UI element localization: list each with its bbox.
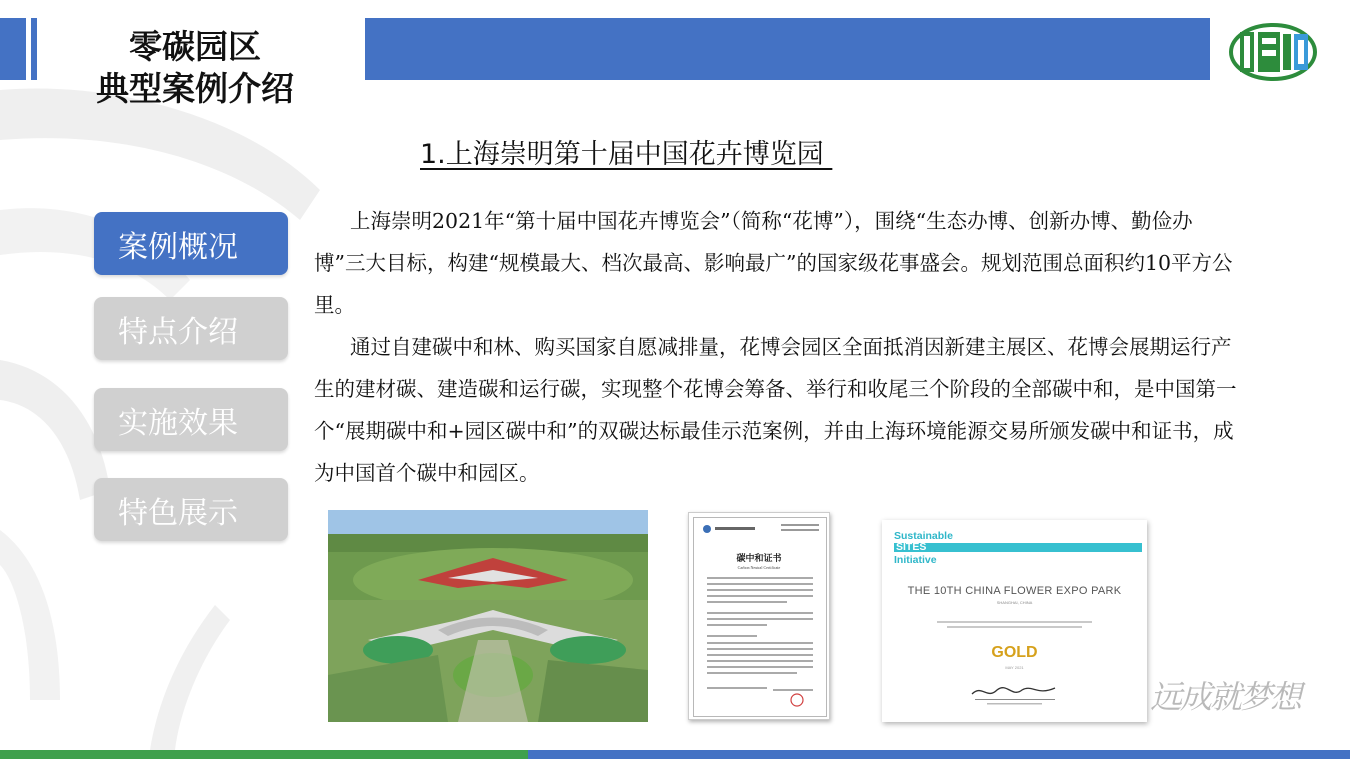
signature-icon: [967, 680, 1062, 710]
nav-item-showcase[interactable]: [94, 478, 288, 541]
section-title-line1: 零碳园区: [129, 27, 261, 66]
nav-item-case-overview[interactable]: [94, 212, 288, 275]
header-band: [365, 18, 1210, 80]
certificate-frame-icon: [693, 517, 827, 717]
nav-item-features[interactable]: [94, 297, 288, 360]
description-paragraph-1: 上海崇明2021年“第十届中国花卉博览会”（简称“花博”），围绕“生态办博、创新办博、勤俭办博”三大目标，构建“规模最大、档次最高、影响最广”的国家级花事盛会。规划范围总面积约10平方公里。: [314, 209, 1233, 317]
footer-green-bar: [0, 750, 528, 759]
sites-gold-certificate: [882, 520, 1147, 722]
sites-band: [894, 543, 1142, 552]
footer-blue-bar: [528, 750, 1350, 759]
certificate-title: 碳中和证书: [736, 554, 782, 564]
section-title-line2: 典型案例介绍: [96, 69, 294, 108]
sites-city: SHANGHAI, CHINA: [996, 600, 1033, 605]
case-description: [314, 200, 1244, 494]
description-paragraph-2: 通过自建碳中和林、购买国家自愿减排量，花博会园区全面抵消因新建主展区、花博会展期运行产生的建材碳、建造碳和运行碳，实现整个花博会筹备、举行和收尾三个阶段的全部碳中和，是中国第一个“展期碳中和+园区碳中和”的双碳达标最佳示范案例，并由上海环境能源交易所颁发碳中和证书，成为中国首个碳中和园区。: [314, 335, 1237, 485]
nav-item-results[interactable]: [94, 388, 288, 451]
carbon-neutral-certificate: [688, 512, 830, 720]
nav-item-label: 实施效果: [118, 405, 238, 441]
slogan-watermark: 远成就梦想: [1150, 678, 1301, 716]
sites-date: MAY 2021: [1005, 665, 1024, 670]
organization-logo-icon: [1228, 22, 1318, 82]
sites-brand-line2: SITES: [896, 541, 927, 553]
left-accent-thin-bar: [31, 18, 37, 80]
nav-item-label: 特色展示: [118, 495, 238, 531]
certificate-text-lines-icon: [937, 620, 1092, 634]
sites-park-name: THE 10TH CHINA FLOWER EXPO PARK: [907, 585, 1122, 597]
case-title: 1.上海崇明第十届中国花卉博览园: [420, 139, 833, 170]
left-accent-bar: [0, 18, 26, 80]
nav-item-label: 案例概况: [118, 229, 238, 265]
section-title: [60, 26, 330, 110]
nav-item-label: 特点介绍: [118, 314, 238, 350]
sites-brand-line3: Initiative: [894, 554, 937, 566]
sites-level: GOLD: [991, 644, 1038, 661]
expo-aerial-photo: [328, 510, 648, 722]
certificate-subtitle: Carbon Neutral Certificate: [737, 565, 781, 570]
sites-brand-line1: Sustainable: [894, 530, 953, 542]
